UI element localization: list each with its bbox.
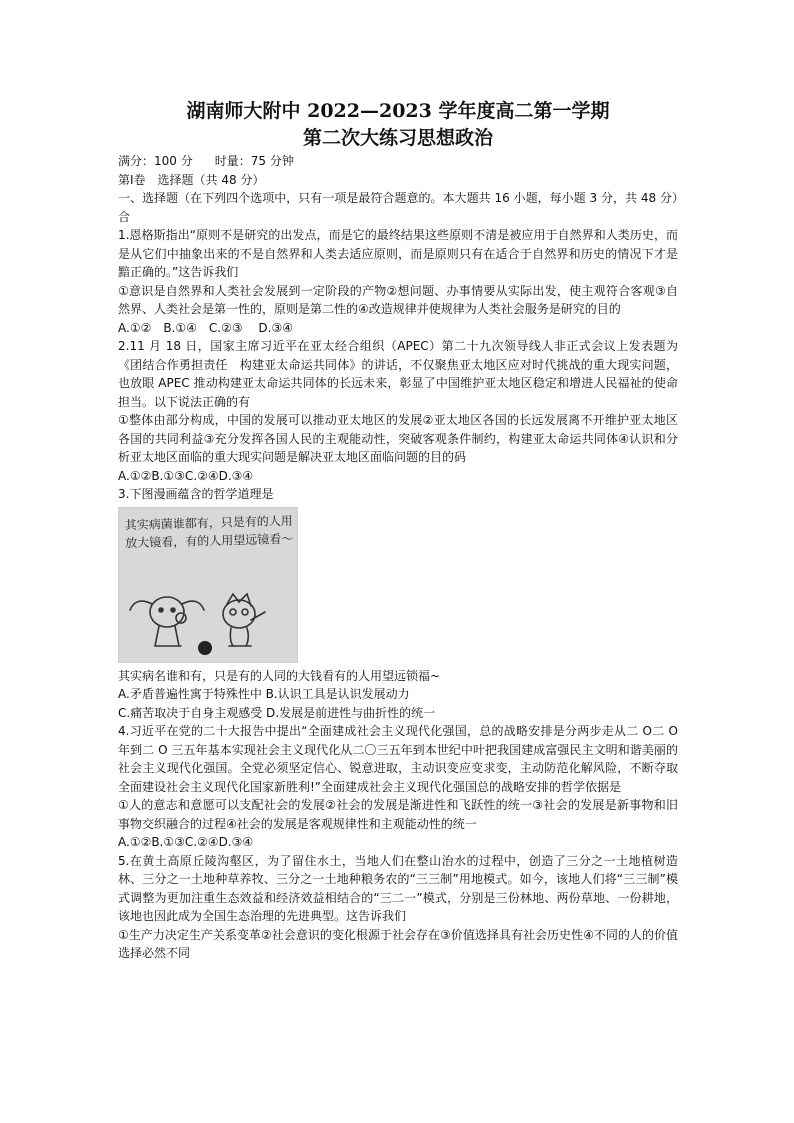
question-5-stem: 5.在黄土高原丘陵沟壑区，为了留住水土，当地人们在整山治水的过程中，创造了三分之一土地植树造林、三分之一土地种草养牧、三分之一土地种粮务农的“三三制”用地模式。如今，该地人们将“三三制”模式调整为更加注重生态效益和经济效益相结合的“三二一”模式，分别是三份林地、两份草地、一份耕地，该地也因此成为全国生态治理的先进典型。这告诉我们 — [118, 853, 678, 923]
question-2-answers: A.①②B.①③C.②④D.③④ — [118, 468, 254, 483]
right-character-body — [229, 628, 251, 646]
exam-title-line2: 第二次大练习思想政治 — [302, 127, 493, 149]
right-char-eye-right — [242, 609, 248, 615]
question-4-answers: A.①②B.①③C.②④D.③④ — [118, 835, 254, 849]
telescope — [251, 612, 265, 620]
question-3-caption: 其实病名谁和有，只是有的人同的大钱看有的人用望远锁福~ — [118, 668, 441, 683]
exam-meta — [118, 152, 678, 171]
left-character-ear — [130, 601, 152, 610]
question-3-options-ab: A.矛盾普遍性寓于特殊性中 B.认识工具是认识发展动力 — [118, 687, 410, 701]
question-2-stem: 2.11 月 18 日，国家主席习近平在亚太经合组织（APEC）第二十九次领导线人非正式会议上发表题为《团结合作勇担责任 构建亚太命运共同体》的讲话，不仅聚焦亚太地区应对时代挑战的重大现实问题，也放眼 APEC 推动构建亚太命运共同体的长远未来，彰显了中国维护亚太地区稳定和增进人民福祉的使命担当。以下说法正确的有 — [118, 339, 678, 409]
cartoon-drawing — [119, 508, 297, 662]
full-score: 满分：100 分 — [118, 154, 193, 168]
question-1-stem: 1.恩格斯指出“原则不是研究的出发点，而是它的最终结果这些原则不清是被应用于自然界和人类历史，而是从它们中抽象出来的不是自然界和人类去适应原则，而是原则只有在适合于自然界和历史的情况下才是黯正确的。”这告诉我们 — [118, 228, 678, 279]
right-eye — [171, 608, 175, 612]
question-5-options: ①生产力决定生产关系变革②社会意识的变化根源于社会存在③价值选择具有社会历史性④不同的人的价值选择必然不同 — [118, 927, 678, 960]
question-3-options-cd: C.痛苦取决于自身主观感受 D.发展是前进性与曲折性的统一 — [118, 705, 436, 720]
question-1-options: ①意识是自然界和人类社会发展到一定阶段的产物②想问题、办事情要从实际出发，使主观符合客观③自然界、人类社会是第一性的，原则是第二性的④改造规律并使规律为人类社会服务是研究的目的 — [118, 283, 678, 316]
cartoon-image — [118, 507, 298, 663]
right-char-eye-left — [230, 609, 236, 615]
exam-title-line1: 湖南师大附中 2022—2023 学年度高二第一学期 — [186, 100, 610, 122]
question-3-stem: 3.下图漫画蕴含的哲学道理是 — [118, 487, 274, 501]
exam-page — [118, 98, 678, 963]
right-character-head — [223, 600, 255, 628]
section-instructions: 一、选择题（在下列四个选项中，只有一项是最符合题意的。本大题共 16 小题，每小题 3 分，共 48 分）合 — [118, 191, 678, 224]
question-1-answers: A.①② B.①④ C.②③ D.③④ — [118, 320, 293, 335]
question-2-options: ①整体由部分构成，中国的发展可以推动亚太地区的发展②亚太地区各国的长远发展离不开维护亚太地区各国的共同利益③充分发挥各国人民的主观能动性，突破客观条件制约，构建亚太命运共同体④认识和分析亚太地区面临的重大现实问题是解决亚太地区面临问题的目的码 — [118, 413, 678, 464]
cartoon-handwritten-text: 其实病菌谁都有，只是有的人用放大镜看，有的人用望远镜看～ — [124, 513, 294, 550]
left-character-body — [155, 626, 181, 646]
germ-ball — [198, 641, 212, 655]
left-eye — [159, 608, 163, 612]
question-4-stem: 4.习近平在党的二十大报告中提出“全面建成社会主义现代化强国，总的战略安排是分两步走从二 O二 O 年到二 O 三五年基本实现社会主义现代化从二〇三五年到本世纪中叶把我国建成富强民主文明和谐美丽的社会主义现代化强国。全党必须坚定信心、锐意进取，主动识变应变求变，主动防范化解风险，不断夺取全面建设社会主义现代化国家新胜利!”全面建成社会主义现代化强国总的战略安排的哲学依据是 — [118, 724, 678, 794]
question-4-options: ①人的意志和意愿可以支配社会的发展②社会的发展是渐进性和飞跃性的统一③社会的发展是新事物和旧事物交织融合的过程④社会的发展是客观规律性和主观能动性的统一 — [118, 798, 678, 831]
time-limit: 时量：75 分钟 — [214, 154, 294, 168]
left-character-ear-right — [182, 601, 204, 610]
section-heading: 第Ⅰ卷 选择题（共 48 分） — [118, 172, 265, 187]
